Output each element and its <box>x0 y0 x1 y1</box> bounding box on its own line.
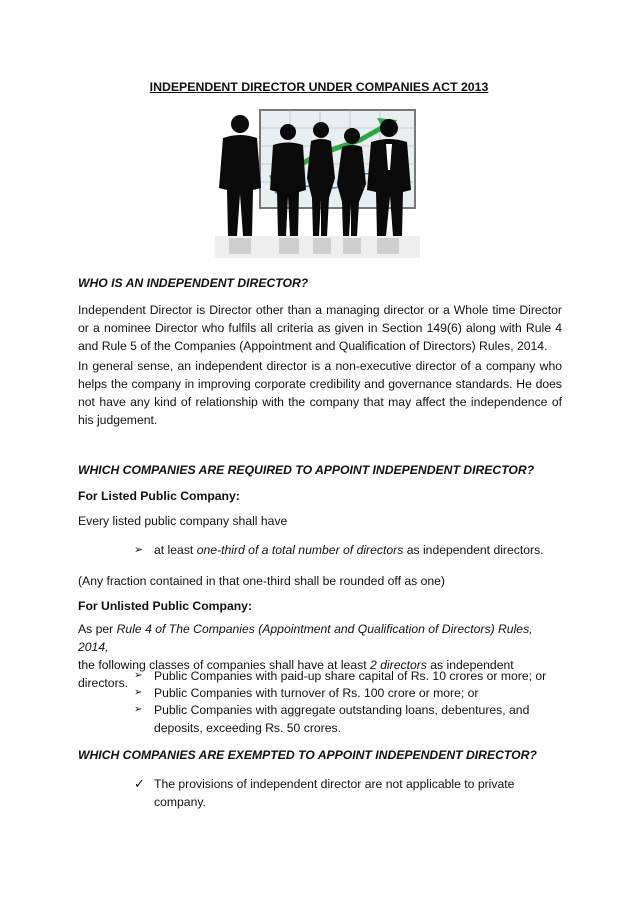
arrow-bullet-icon: ➢ <box>134 670 143 681</box>
bullet-text: Public Companies with paid-up share capital of Rs. 10 crores or more; or <box>154 669 547 683</box>
list-item <box>134 775 564 811</box>
arrow-bullet-icon: ➢ <box>134 704 143 715</box>
bullet-text: The provisions of independent director are not applicable to private company. <box>154 777 515 809</box>
section-heading-required: WHICH COMPANIES ARE REQUIRED TO APPOINT INDEPENDENT DIRECTOR? <box>78 463 535 477</box>
arrow-bullet-icon: ➢ <box>134 687 143 698</box>
intro-line2-suffix: as independent directors. <box>78 658 514 690</box>
intro-line2: the following classes of companies shall have at least <box>78 658 370 672</box>
listed-company-note: (Any fraction contained in that one-third shall be rounded off as one) <box>78 574 445 588</box>
bullet-emphasis: one-third of a total number of directors <box>196 543 404 557</box>
section-heading-exempted: WHICH COMPANIES ARE EXEMPTED TO APPOINT INDEPENDENT DIRECTOR? <box>78 748 537 762</box>
paragraph-general-sense: In general sense, an independent director is a non-executive director of a company who helps the company in improving corporate credibility and governance standards. He does not have any kind of relationship with the company that may affect the independence of his judgement. <box>78 359 562 427</box>
paragraph-definition: Independent Director is Director other than a managing director or a Whole time Director or a nominee Director who fulfils all criteria as given in Section 149(6) along with Rule 4 and Rule 5 of the Companies (Appointment and Qualification of Directors) Rules, 2014. <box>78 303 562 353</box>
section-heading-who: WHO IS AN INDEPENDENT DIRECTOR? <box>78 276 309 290</box>
document-title: INDEPENDENT DIRECTOR UNDER COMPANIES ACT 2013 <box>149 80 489 94</box>
listed-company-heading: For Listed Public Company: <box>78 489 240 503</box>
list-item <box>134 541 564 559</box>
director-count: 2 directors <box>369 658 427 672</box>
list-item <box>134 667 564 685</box>
bullet-text-suffix: as independent directors. <box>403 543 544 557</box>
rule-reference: Rule 4 of The Companies (Appointment and Qualification of Directors) Rules, 2014, <box>78 622 533 654</box>
list-item <box>134 684 564 702</box>
list-item <box>134 701 564 737</box>
checkmark-bullet-icon: ✓ <box>134 776 145 791</box>
unlisted-company-heading: For Unlisted Public Company: <box>78 599 253 613</box>
arrow-bullet-icon: ➢ <box>134 544 144 556</box>
intro-prefix: As per <box>78 622 117 636</box>
listed-company-intro: Every listed public company shall have <box>78 514 288 528</box>
business-people-silhouettes-icon <box>215 108 420 258</box>
bullet-text: at least <box>154 543 197 557</box>
bullet-text: Public Companies with turnover of Rs. 100 crore or more; or <box>154 686 479 700</box>
bullet-text: Public Companies with aggregate outstanding loans, debentures, and deposits, exceeding Rs. 50 crores. <box>154 703 530 735</box>
